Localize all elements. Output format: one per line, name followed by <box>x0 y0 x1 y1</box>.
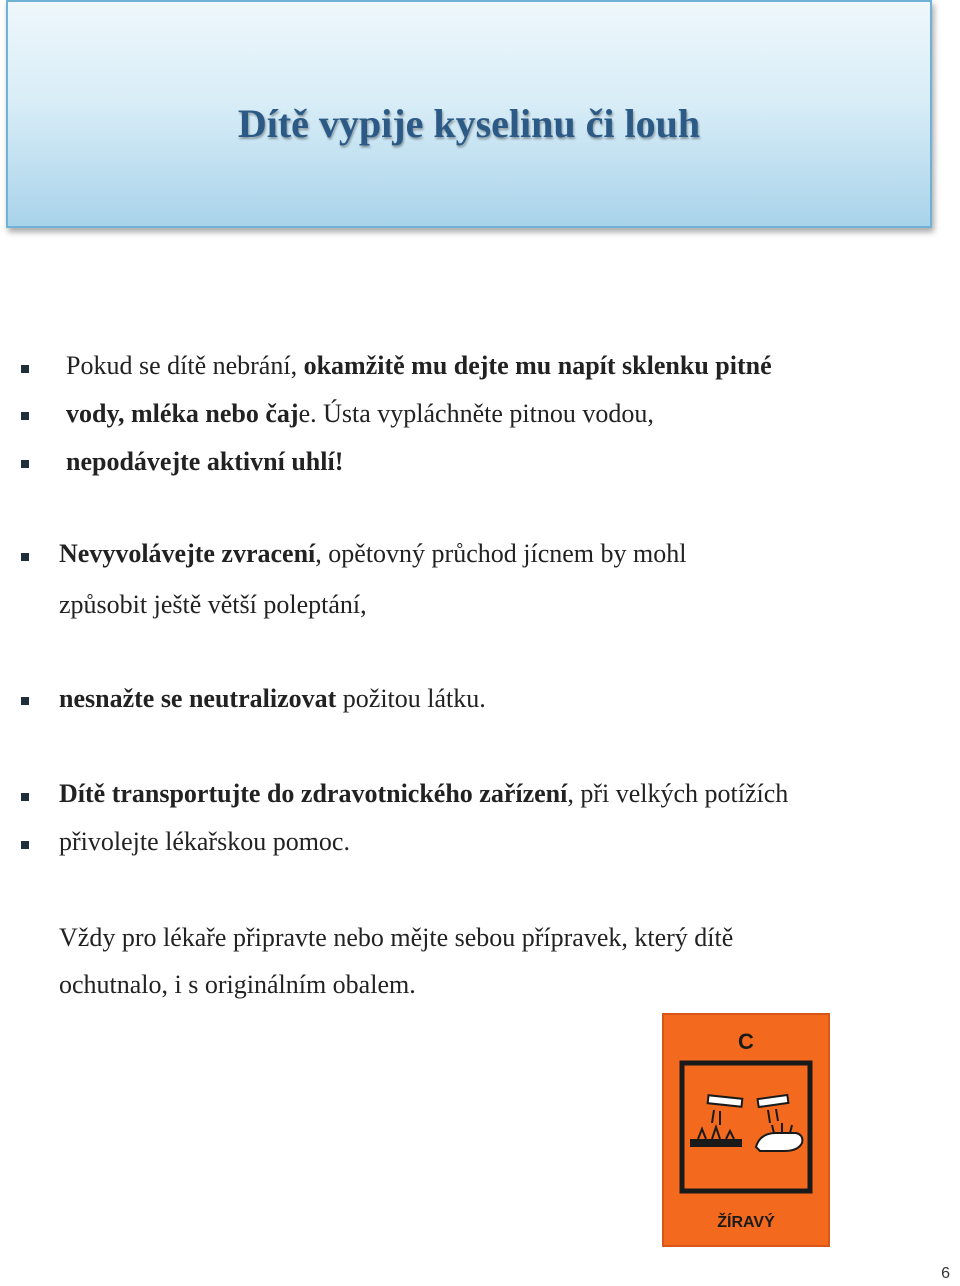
text-line <box>59 781 788 807</box>
bold-text: vody, mléka nebo <box>66 399 266 428</box>
text-line <box>59 592 367 618</box>
title-box <box>6 0 932 228</box>
text: , opětovný průchod jícnem by mohl <box>315 539 687 568</box>
text-line <box>59 972 416 998</box>
text: e. Ústa vypláchněte pitnou vodou, <box>298 399 654 428</box>
text: Vždy pro lékaře připravte nebo mějte sebou přípravek, který dítě <box>59 923 734 952</box>
sign-label: ŽÍRAVÝ <box>717 1214 775 1231</box>
text: , při velkých potížích <box>567 779 789 808</box>
text: přivolejte lékařskou pomoc. <box>59 827 350 856</box>
corrosive-icon <box>664 1015 828 1245</box>
text-line <box>66 449 343 475</box>
bullet <box>21 793 29 801</box>
bold-text: čaj <box>265 399 299 428</box>
text-line <box>59 925 733 951</box>
text: Pokud se dítě nebrání, <box>66 351 304 380</box>
bold-text: Nevyvolávejte zvracení <box>59 539 316 568</box>
bold-text: nesnažte se neutralizovat <box>59 684 337 713</box>
sign-letter: C <box>738 1029 754 1054</box>
text-line <box>66 401 654 427</box>
text-line <box>59 829 350 855</box>
text: způsobit ještě větší poleptání, <box>59 590 367 619</box>
page-number: 6 <box>941 1265 950 1282</box>
text: ochutnalo, i s originálním obalem. <box>59 970 416 999</box>
text-line <box>59 541 686 567</box>
bold-text: okamžitě mu dejte mu napít sklenku pitné <box>303 351 772 380</box>
bullet <box>21 412 29 420</box>
bullet <box>21 553 29 561</box>
bullet <box>21 460 29 468</box>
bold-text: Dítě transportujte do zdravotnického zařízení <box>59 779 568 808</box>
text-line <box>66 353 772 379</box>
corrosive-hazard-sign <box>662 1013 830 1247</box>
bullet <box>21 365 29 373</box>
text-line <box>59 686 486 712</box>
bold-text: nepodávejte aktivní uhlí! <box>66 447 344 476</box>
text: požitou látku. <box>336 684 486 713</box>
bullet <box>21 841 29 849</box>
page-title: Dítě vypije kyselinu či louh <box>237 101 701 146</box>
bullet <box>21 697 29 705</box>
